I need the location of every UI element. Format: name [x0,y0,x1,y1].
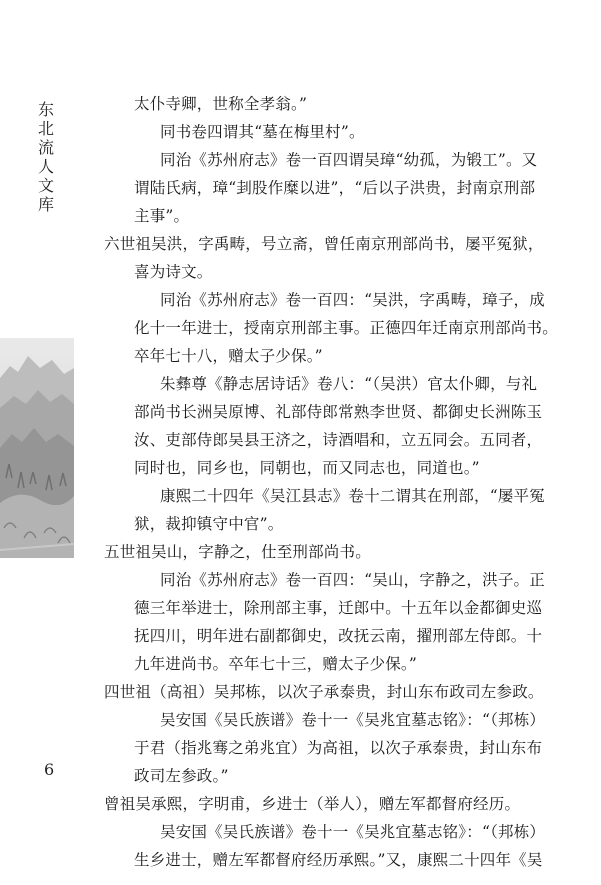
text-line: 九年进尚书。卒年七十三，赠太子少保。” [134,655,417,673]
series-title-char: 东 [37,100,54,119]
text-line: 朱彝尊《静志居诗话》卷八：“（吴洪）官太仆卿，与礼 [160,375,538,393]
series-title-char: 流 [37,138,54,157]
ancestor-heading: 曾祖吴承熙，字明甫，乡进士（举人），赠左军都督府经历。 [104,795,521,813]
text-line: 部尚书长洲吴原博、礼部侍郎常熟李世贤、都御史长洲陈玉 [134,403,543,421]
text-line: 抚四川，明年进右副都御史，改抚云南，擢刑部左侍郎。十 [134,627,543,645]
text-line: 同时也，同乡也，同朝也，而又同志也，同道也。” [134,459,480,477]
text-line: 吴安国《吴氏族谱》卷十一《吴兆宜墓志铭》：“（邦栋） [160,711,546,729]
text-line: 政司左参政。” [134,767,229,785]
series-title [36,100,56,214]
series-title-char: 北 [37,119,54,138]
text-line: 吴安国《吴氏族谱》卷十一《吴兆宜墓志铭》：“（邦栋） [160,823,546,841]
series-title-char: 库 [37,195,54,214]
ancestor-heading: 六世祖吴洪，字禹畴，号立斋，曾任南京刑部尚书，屡平冤狱， [104,235,544,253]
text-line: 同治《苏州府志》卷一百四谓吴璋“幼孤，为锻工”。又 [160,151,538,169]
text-line: 同书卷四谓其“墓在梅里村”。 [160,123,365,141]
landscape-painting-image [0,338,74,558]
text-line: 生乡进士，赠左军都督府经历承熙。”又，康熙二十四年《吴 [134,851,543,869]
text-line: 康熙二十四年《吴江县志》卷十二谓其在刑部，“屡平冤 [160,487,545,505]
text-line: 喜为诗文。 [134,263,213,281]
text-line: 化十一年进士，授南京刑部主事。正德四年迁南京刑部尚书。 [134,319,558,337]
page-number: 6 [44,760,55,779]
text-line: 谓陆氏病，璋“刲股作糜以进”，“后以子洪贵，封南京刑部 [134,179,536,197]
text-line: 卒年七十八，赠太子少保。” [134,347,323,365]
text-line: 于君（指兆骞之弟兆宜）为高祖，以次子承泰贵，封山东布 [134,739,543,757]
text-line: 同治《苏州府志》卷一百四：“吴洪，字禹畴，璋子，成 [160,291,545,309]
series-title-char: 文 [37,176,54,195]
text-line: 同治《苏州府志》卷一百四：“吴山，字静之，洪子。正 [160,571,545,589]
text-line: 汝、吏部侍郎吴县王济之，诗酒唱和，立五同会。五同者， [134,431,543,449]
text-line: 主事”。 [134,207,190,225]
ancestor-heading: 四世祖（高祖）吴邦栋，以次子承泰贵，封山东布政司左参政。 [104,683,544,701]
ancestor-heading: 五世祖吴山，字静之，仕至刑部尚书。 [104,543,371,561]
series-title-char: 人 [37,157,54,176]
text-line: 德三年举进士，除刑部主事，迁郎中。十五年以金都御史巡 [134,599,543,617]
text-line: 太仆寺卿，世称全孝翁。” [134,95,308,113]
text-line: 狱，裁抑镇守中官”。 [134,515,284,533]
